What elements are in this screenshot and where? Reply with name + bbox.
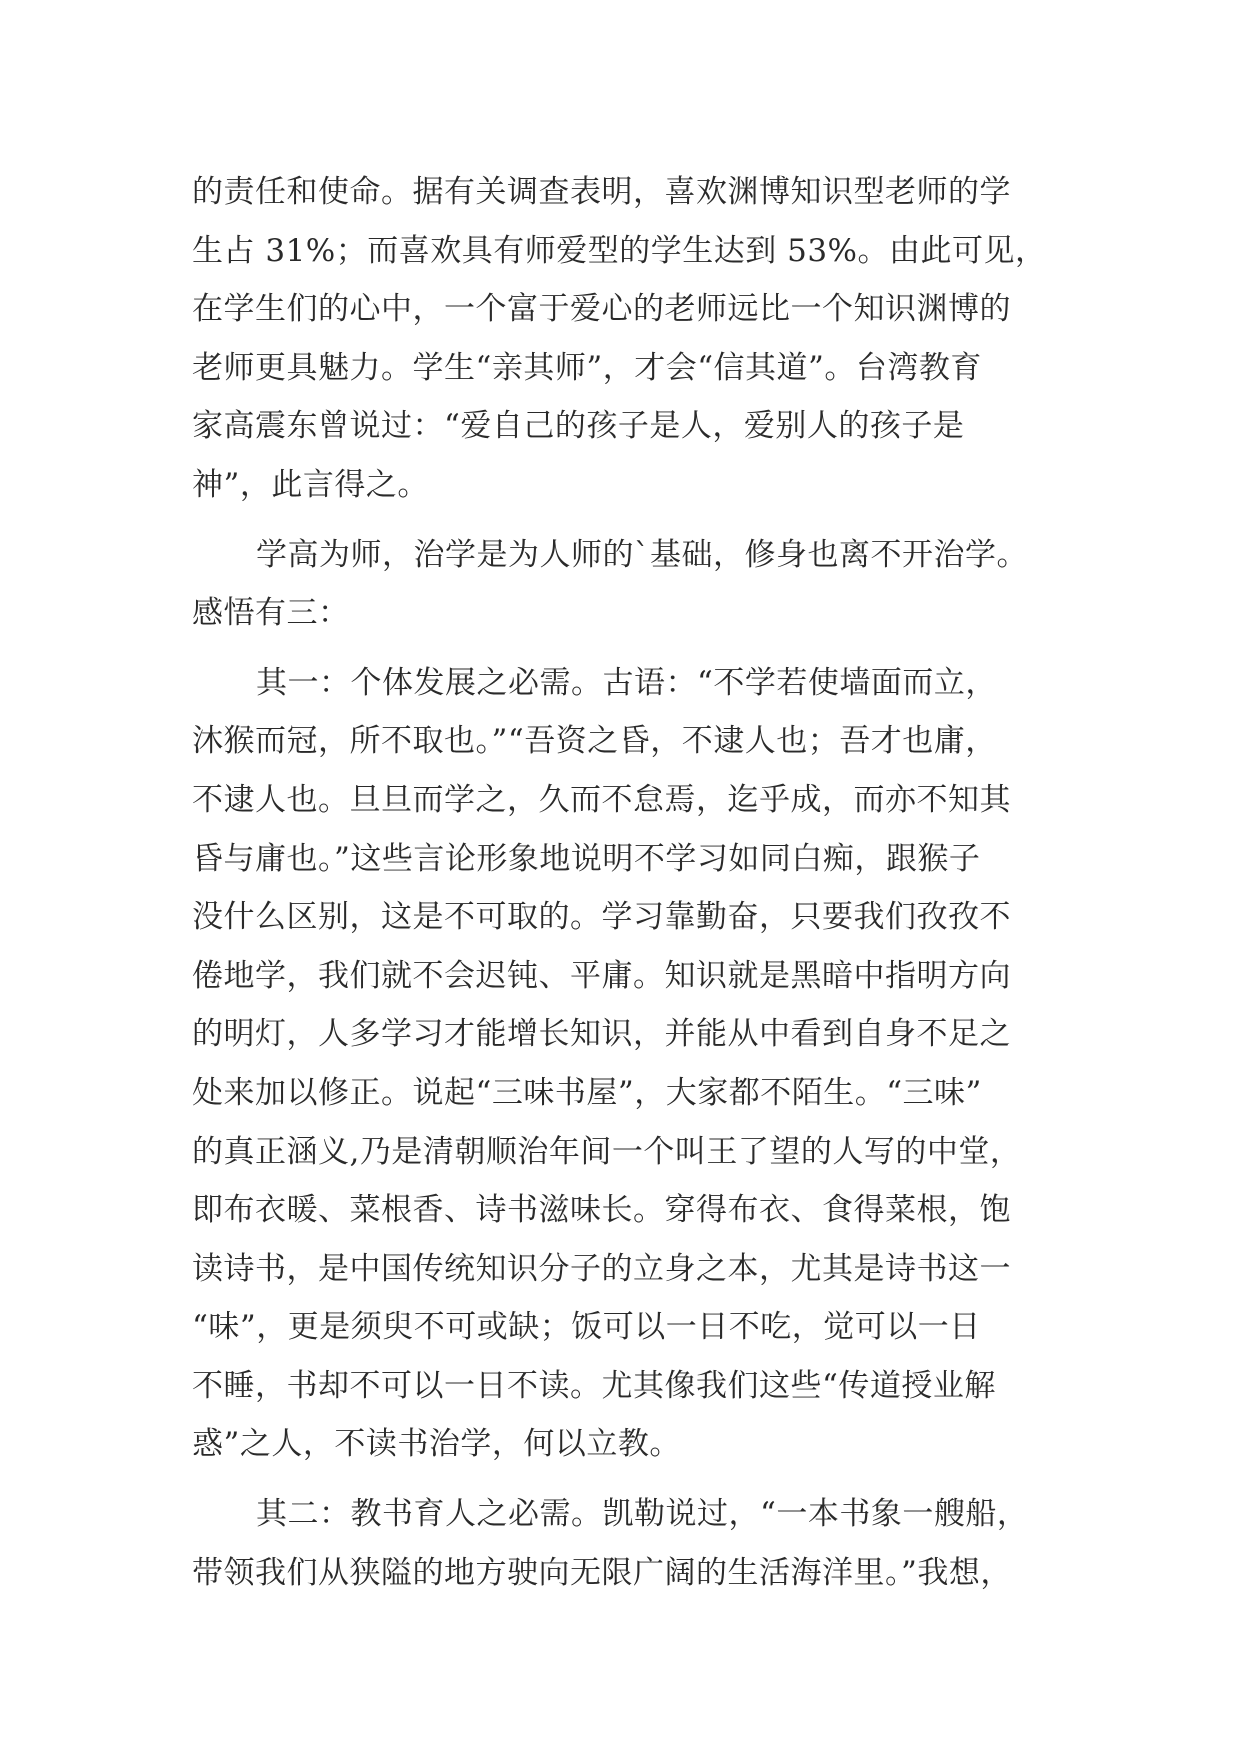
- paragraph-4-line-1: 其二：教书育人之必需。凯勒说过，“一本书象一艘船，: [256, 1496, 1029, 1533]
- paragraph-3-line-9: 的真正涵义,乃是清朝顺治年间一个叫王了望的人写的中堂，: [192, 1133, 1022, 1170]
- paragraph-2-line-2: 感悟有三：: [192, 595, 350, 632]
- paragraph-3-line-2: 沐猴而冠，所不取也。”“吾资之昏，不逮人也；吾才也庸，: [192, 723, 997, 760]
- paragraph-1-line-2: 生占 31%；而喜欢具有师爱型的学生达到 53%。由此可见，: [192, 232, 1047, 269]
- paragraph-3-line-12: “味”，更是须臾不可或缺；饭可以一日不吃，觉可以一日: [192, 1309, 981, 1346]
- paragraph-4-line-2: 带领我们从狭隘的地方驶向无限广阔的生活海洋里。”我想，: [192, 1554, 1012, 1591]
- paragraph-3-line-13: 不睡，书却不可以一日不读。尤其像我们这些“传道授业解: [192, 1367, 996, 1404]
- paragraph-3-line-10: 即布衣暖、菜根香、诗书滋味长。穿得布衣、食得菜根，饱: [192, 1192, 1011, 1229]
- paragraph-1-line-3: 在学生们的心中，一个富于爱心的老师远比一个知识渊博的: [192, 291, 1011, 328]
- paragraph-3-line-4: 昏与庸也。”这些言论形象地说明不学习如同白痴，跟猴子: [192, 840, 981, 877]
- paragraph-3-line-6: 倦地学，我们就不会迟钝、平庸。知识就是黑暗中指明方向: [192, 957, 1011, 994]
- paragraph-2-line-1: 学高为师，治学是为人师的`基础，修身也离不开治学。: [256, 536, 1028, 573]
- paragraph-1-line-5: 家高震东曾说过：“爱自己的孩子是人，爱别人的孩子是: [192, 408, 965, 445]
- paragraph-3-line-7: 的明灯，人多学习才能增长知识，并能从中看到自身不足之: [192, 1016, 1011, 1053]
- paragraph-3-line-11: 读诗书，是中国传统知识分子的立身之本，尤其是诗书这一: [192, 1250, 1011, 1287]
- paragraph-1-line-6: 神”，此言得之。: [192, 466, 429, 503]
- body-text: [192, 163, 1072, 1602]
- paragraph-3-line-5: 没什么区别，这是不可取的。学习靠勤奋，只要我们孜孜不: [192, 899, 1011, 936]
- paragraph-1-line-1: 的责任和使命。据有关调查表明，喜欢渊博知识型老师的学: [192, 174, 1011, 210]
- paragraph-3-line-3: 不逮人也。旦旦而学之，久而不怠焉，迄乎成，而亦不知其: [192, 781, 1011, 818]
- paragraph-3-line-1: 其一：个体发展之必需。古语：“不学若使墙面而立，: [256, 664, 997, 701]
- paragraph-1-line-4: 老师更具魅力。学生“亲其师”，才会“信其道”。台湾教育: [192, 349, 982, 386]
- paragraph-3-line-8: 处来加以修正。说起“三味书屋”，大家都不陌生。“三味”: [192, 1074, 982, 1111]
- paragraph-3-line-14: 惑”之人，不读书治学，何以立教。: [192, 1426, 681, 1463]
